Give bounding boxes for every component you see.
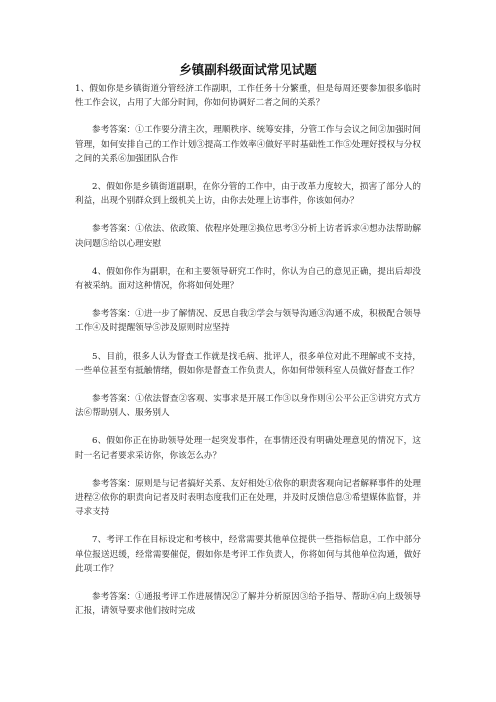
question-1: 1、假如你是乡镇街道分管经济工作副职，工作任务十分繁重，但是每周还要参加很多临时性工作会议，占用了大部分时间，你如何协调好二者之间的关系？ [75,84,421,109]
answer-5: 参考答案：①依法督查②客观、实事求是开展工作③以身作则④公平公正⑤讲究方式方法⑥帮助别人、服务别人 [75,394,421,419]
answer-7: 参考答案：①通报考评工作进展情况②了解并分析原因③给予指导、帮助④向上级领导汇报，请领导要求他们按时完成 [75,592,421,617]
answer-1: 参考答案：①工作要分清主次，理顺秩序、统筹安排，分管工作与会议之间②加强时间管理，如何安排自己的工作计划③提高工作效率④做好平时基础性工作⑤处理好授权与分权之间的关系⑥加强团队合作 [75,125,421,164]
question-5: 5、目前，很多人认为督查工作就是找毛病、批评人，很多单位对此不理解或不支持，一些单位甚至有抵触情绪，假如你是督查工作负责人，你如何带领科室人员做好督查工作？ [75,351,421,376]
question-4: 4、假如你作为副职，在和主要领导研究工作时，你认为自己的意见正确，提出后却没有被采纳。面对这种情况，你将如何处理？ [75,266,421,292]
question-7: 7、考评工作在目标设定和考核中，经常需要其他单位提供一些指标信息，工作中部分单位报送迟缓，经常需要催促，假如你是考评工作负责人，你将如何与其他单位沟通，做好此项工作？ [75,535,421,574]
question-2: 2、假如你是乡镇街道副职，在你分管的工作中，由于改革力度较大，损害了部分人的利益，出现个别群众到上级机关上访，由你去处理上访事件，你该如何办？ [75,182,421,207]
question-6: 6、假如你正在协助领导处理一起突发事件，在事情还没有明确处理意见的情况下，这时一名记者要求采访你，你该怎么办？ [75,436,421,461]
answer-4: 参考答案：①进一步了解情况、反思自我②学会与领导沟通③沟通不成，积极配合领导工作④及时提醒领导⑤涉及原则时应坚持 [75,309,421,334]
answer-2: 参考答案：①依法、依政策、依程序处理②换位思考③分析上访者诉求④想办法帮助解决问题⑤给以心理安慰 [75,224,421,249]
document-title: 乡镇副科级面试常见试题 [179,62,317,77]
document-page [75,62,421,632]
answer-6: 参考答案：原则是与记者搞好关系、友好相处①依你的职责客观向记者解释事件的处理进程②依你的职责向记者及时表明态度我们正在处理，并及时反馈信息③希望媒体监督，并寻求支持 [75,478,421,518]
